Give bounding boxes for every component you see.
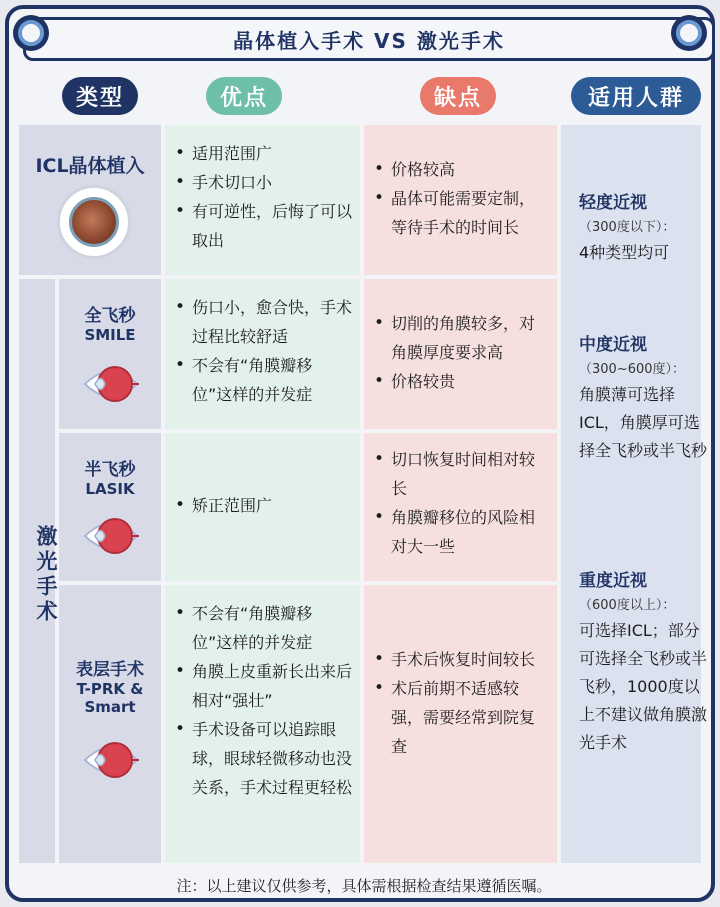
lens-icon <box>69 197 119 247</box>
fit-mild-range: （300度以下）： <box>579 220 676 235</box>
icl-pros-cell <box>165 125 360 275</box>
icl-pros-list <box>165 125 360 255</box>
list-item: • 适用范围广 <box>175 139 352 168</box>
tprk-cons-list <box>364 585 557 761</box>
lasik-cons-list <box>364 433 557 561</box>
fit-mild-title: 轻度近视 <box>579 193 647 213</box>
lasik-name-en: LASIK <box>85 480 135 498</box>
icl-lens-icon <box>57 185 131 259</box>
header-cons: 缺点 <box>420 77 496 115</box>
list-item: • 手术后恢复时间较长 <box>374 645 549 674</box>
tprk-name-en2: Smart <box>84 698 136 716</box>
list-item: • 价格较高 <box>374 155 549 184</box>
smile-type-cell <box>59 279 161 429</box>
icl-cons-list <box>364 125 557 242</box>
list-item: • 切口恢复时间相对较长 <box>374 445 549 503</box>
icl-name: ICL晶体植入 <box>35 155 145 177</box>
fit-moderate-text: 角膜薄可选择ICL，角膜厚可选择全飞秒或半飞秒 <box>579 385 708 460</box>
list-item: • 切削的角膜较多，对角膜厚度要求高 <box>374 309 549 367</box>
eye-icon <box>81 735 141 785</box>
list-item: • 不会有“角膜瓣移位”这样的并发症 <box>175 599 352 657</box>
fit-severe-text: 可选择ICL；部分可选择全飞秒或半飞秒，1000度以上不建议做角膜激光手术 <box>579 621 708 752</box>
laser-name: 激光手术 <box>34 525 58 625</box>
fit-moderate-title: 中度近视 <box>579 335 647 355</box>
title-text: 晶体植入手术 VS 激光手术 <box>233 28 505 53</box>
list-item: • 有可逆性，后悔了可以取出 <box>175 197 352 255</box>
tprk-type-cell <box>59 585 161 863</box>
list-item: • 晶体可能需要定制，等待手术的时间长 <box>374 184 549 242</box>
fit-severe-range: （600度以上）： <box>579 598 676 613</box>
smile-cons-cell <box>364 279 557 429</box>
eye-icon <box>81 511 141 561</box>
lasik-name-cn: 半飞秒 <box>84 460 136 480</box>
list-item: • 角膜上皮重新长出来后相对“强壮” <box>175 657 352 715</box>
smile-pros-cell <box>165 279 360 429</box>
tprk-name-en: T-PRK & <box>76 680 144 698</box>
list-item: • 手术切口小 <box>175 168 352 197</box>
smile-cons-list <box>364 279 557 396</box>
header-suitable: 适用人群 <box>571 77 701 115</box>
laser-label <box>29 285 63 865</box>
fit-moderate <box>579 331 709 465</box>
fit-mild-text: 4种类型均可 <box>579 243 670 262</box>
list-item: • 不会有“角膜瓣移位”这样的并发症 <box>175 351 352 409</box>
header-pros: 优点 <box>206 77 282 115</box>
list-item: • 手术设备可以追踪眼球，眼球轻微移动也没关系，手术过程更轻松 <box>175 715 352 802</box>
header-type: 类型 <box>62 77 138 115</box>
tprk-pros-cell <box>165 585 360 863</box>
icl-cons-cell <box>364 125 557 275</box>
page-title <box>23 17 715 61</box>
fit-moderate-range: （300~600度）： <box>579 362 686 377</box>
lasik-pros-cell <box>165 433 360 581</box>
list-item: • 术后前期不适感较强，需要经常到院复查 <box>374 674 549 761</box>
lasik-pros-list <box>165 433 360 520</box>
footnote: 注：以上建议仅供参考，具体需根据检查结果遵循医嘱。 <box>176 877 552 895</box>
tprk-name-cn: 表层手术 <box>76 660 144 680</box>
fit-mild <box>579 189 709 267</box>
fit-severe-title: 重度近视 <box>579 571 647 591</box>
tprk-pros-list <box>165 585 360 802</box>
infographic-frame <box>5 5 715 902</box>
lasik-type-cell <box>59 433 161 581</box>
list-item: • 价格较贵 <box>374 367 549 396</box>
smile-pros-list <box>165 279 360 409</box>
knob-icon-left <box>13 15 49 51</box>
fit-severe <box>579 567 709 757</box>
eye-icon <box>81 359 141 409</box>
list-item: • 角膜瓣移位的风险相对大一些 <box>374 503 549 561</box>
list-item: • 伤口小，愈合快，手术过程比较舒适 <box>175 293 352 351</box>
smile-name-en: SMILE <box>84 326 136 344</box>
smile-name-cn: 全飞秒 <box>84 306 136 326</box>
tprk-cons-cell <box>364 585 557 863</box>
list-item: • 矫正范围广 <box>175 491 352 520</box>
knob-icon-right <box>671 15 707 51</box>
lasik-cons-cell <box>364 433 557 581</box>
